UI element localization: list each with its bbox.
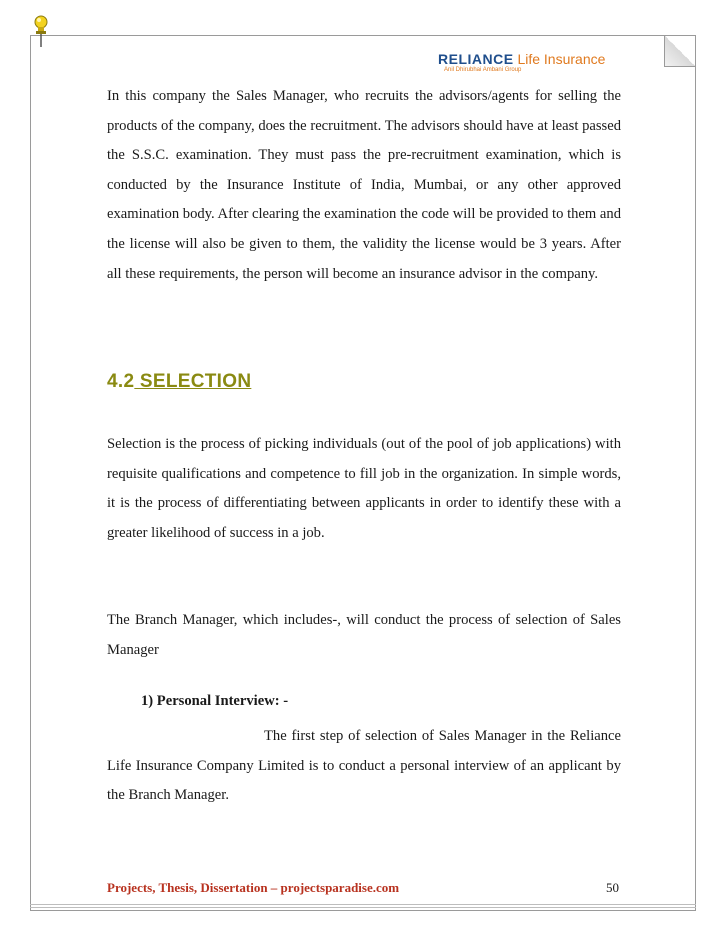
footer-source: Projects, Thesis, Dissertation – projectsparadise.com (107, 880, 400, 895)
branch-paragraph-block (107, 606, 621, 665)
selection-paragraph-block (107, 430, 621, 548)
section-title: SELECTION (134, 371, 252, 392)
logo-brand: RELIANCE (438, 51, 514, 67)
branch-manager-paragraph: The Branch Manager, which includes-, will conduct the process of selection of Sales Manager (107, 612, 621, 658)
recruitment-paragraph: In this company the Sales Manager, who recruits the advisors/agents for selling the products of the company, does the recruitment. The advisors should have at least passed the S.S.C. examination. They must pass the pre-recruitment examination, which is conducted by the Insurance Institute of India, Mumbai, or any other approved examination body. After clearing the examination the code will be provided to them and the license will also be given to them, the validity the license would be 3 years. After all these requirements, the person will become an insurance advisor in the company. (107, 88, 621, 282)
page-curl-corner (664, 36, 695, 67)
page-number: 50 (606, 880, 619, 895)
list-item-personal-interview: 1) Personal Interview: - (141, 693, 289, 709)
recruitment-paragraph-block (107, 82, 621, 289)
interview-paragraph: The first step of selection of Sales Manager in the Reliance Life Insurance Company Limited is to conduct a personal interview of an applicant by the Branch Manager. (107, 728, 621, 804)
logo-product: Life Insurance (517, 51, 606, 67)
pushpin-icon (30, 14, 52, 48)
reliance-life-insurance-logo (438, 52, 605, 73)
selection-paragraph: Selection is the process of picking individuals (out of the pool of job applications) with requisite qualifications and competence to fill job in the organization. In simple words, it is the process of differentiating between applicants in order to identify these with a greater likelihood of success in a job. (107, 436, 621, 541)
section-heading (107, 371, 251, 393)
logo-subtitle: Anil Dhirubhai Ambani Group (444, 67, 522, 73)
footer-divider (30, 904, 696, 908)
interview-paragraph-block (107, 722, 621, 811)
section-number: 4.2 (107, 371, 135, 392)
